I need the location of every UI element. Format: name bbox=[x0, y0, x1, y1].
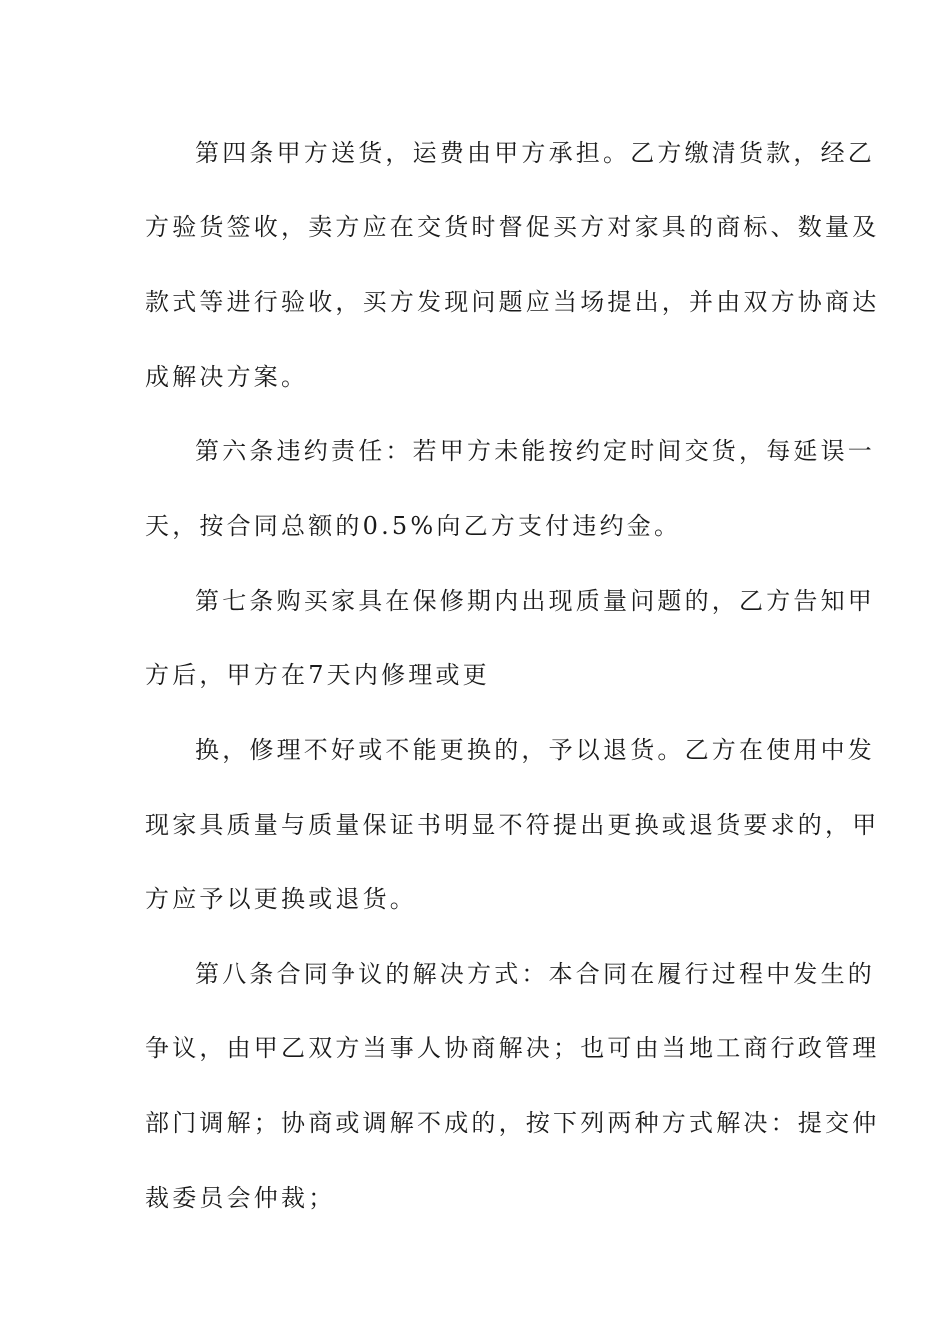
paragraph-line: 第四条甲方送货，运费由甲方承担。乙方缴清货款，经乙 bbox=[195, 139, 875, 167]
paragraph-line: 第六条违约责任：若甲方未能按约定时间交货，每延误一 bbox=[195, 437, 875, 465]
paragraph-line: 天，按合同总额的0.5%向乙方支付违约金。 bbox=[145, 512, 682, 540]
paragraph-line: 现家具质量与质量保证书明显不符提出更换或退货要求的，甲 bbox=[145, 811, 880, 839]
paragraph-line: 换，修理不好或不能更换的，予以退货。乙方在使用中发 bbox=[195, 736, 875, 764]
paragraph-line: 方后，甲方在7天内修理或更 bbox=[145, 661, 490, 689]
paragraph-line: 成解决方案。 bbox=[145, 363, 309, 391]
paragraph-line: 争议，由甲乙双方当事人协商解决；也可由当地工商行政管理 bbox=[145, 1034, 880, 1062]
paragraph-line: 方应予以更换或退货。 bbox=[145, 885, 417, 913]
paragraph-line: 部门调解；协商或调解不成的，按下列两种方式解决：提交仲 bbox=[145, 1109, 880, 1137]
paragraph-line: 第七条购买家具在保修期内出现质量问题的，乙方告知甲 bbox=[195, 587, 875, 615]
paragraph-line: 裁委员会仲裁； bbox=[145, 1184, 336, 1212]
paragraph-line: 款式等进行验收，买方发现问题应当场提出，并由双方协商达 bbox=[145, 288, 880, 316]
paragraph-line: 方验货签收，卖方应在交货时督促买方对家具的商标、数量及 bbox=[145, 213, 880, 241]
paragraph-line: 第八条合同争议的解决方式：本合同在履行过程中发生的 bbox=[195, 960, 875, 988]
